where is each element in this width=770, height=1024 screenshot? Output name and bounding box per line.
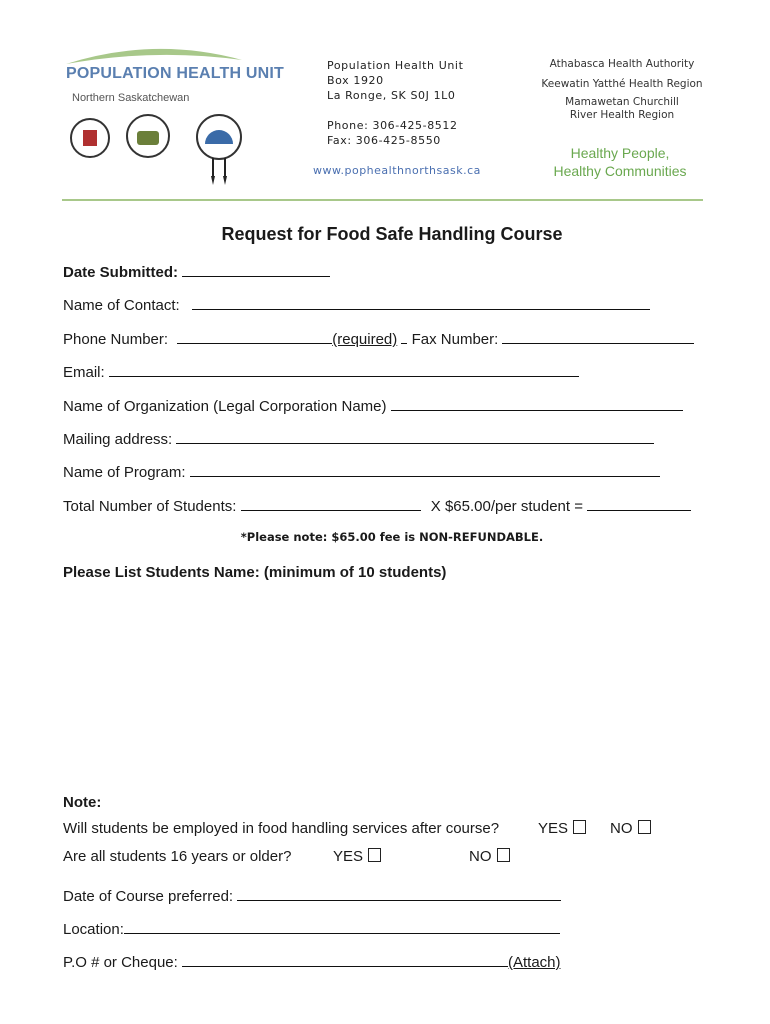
list-students-heading: Please List Students Name: (minimum of 10 students) bbox=[63, 564, 447, 581]
organization-row bbox=[63, 396, 683, 415]
feather-icon bbox=[207, 158, 231, 186]
slogan-line-1: Healthy People, bbox=[570, 145, 670, 161]
organization-label: Name of Organization (Legal Corporation Name) bbox=[63, 398, 387, 415]
date-preferred-field[interactable] bbox=[237, 886, 561, 901]
total-fee-field[interactable] bbox=[587, 496, 691, 511]
fax-field[interactable] bbox=[502, 329, 694, 344]
address-line-3: La Ronge, SK S0J 1L0 bbox=[327, 89, 456, 102]
po-cheque-field[interactable] bbox=[182, 952, 508, 967]
age-question: Are all students 16 years or older? bbox=[63, 848, 292, 865]
age-no bbox=[469, 848, 510, 865]
fee-text: X $65.00/per student = bbox=[430, 498, 583, 515]
phone-row bbox=[63, 329, 694, 348]
keewatin-seal-icon bbox=[126, 114, 170, 158]
contact-label: Name of Contact: bbox=[63, 297, 180, 314]
total-students-label: Total Number of Students: bbox=[63, 498, 237, 515]
logo-title: POPULATION HEALTH UNIT bbox=[66, 65, 285, 82]
contact-row bbox=[63, 295, 650, 314]
employed-question-row bbox=[63, 820, 499, 837]
employed-yes-checkbox[interactable] bbox=[573, 820, 586, 834]
program-field[interactable] bbox=[190, 462, 660, 477]
employed-no-label: NO bbox=[610, 820, 633, 837]
students-total-row bbox=[63, 496, 691, 515]
phone-text: Phone: 306-425-8512 bbox=[327, 119, 458, 132]
contact-field[interactable] bbox=[192, 295, 650, 310]
mailing-label: Mailing address: bbox=[63, 431, 173, 448]
date-preferred-label: Date of Course preferred: bbox=[63, 888, 234, 905]
employed-no-checkbox[interactable] bbox=[638, 820, 651, 834]
employed-no bbox=[610, 820, 651, 837]
fee-note: *Please note: $65.00 fee is NON-REFUNDABLE. bbox=[240, 530, 544, 544]
date-preferred-row bbox=[63, 886, 561, 905]
age-yes-checkbox[interactable] bbox=[368, 848, 381, 862]
website-link[interactable]: www.pophealthnorthsask.ca bbox=[313, 164, 481, 177]
address-line-1: Population Health Unit bbox=[327, 59, 464, 72]
email-label: Email: bbox=[63, 364, 105, 381]
employed-yes bbox=[538, 820, 586, 837]
fax-label: Fax Number: bbox=[411, 331, 499, 348]
mamawetan-seal-icon bbox=[196, 114, 242, 160]
slogan-line-2: Healthy Communities bbox=[553, 163, 687, 179]
header-divider bbox=[62, 199, 703, 201]
location-row bbox=[63, 919, 560, 938]
address-block bbox=[327, 58, 464, 148]
athabasca-seal-icon bbox=[70, 118, 110, 158]
fax-text: Fax: 306-425-8550 bbox=[327, 134, 441, 147]
location-label: Location: bbox=[63, 921, 124, 938]
phone-field[interactable] bbox=[177, 329, 332, 344]
program-label: Name of Program: bbox=[63, 464, 186, 481]
form-title: Request for Food Safe Handling Course bbox=[221, 224, 563, 244]
employed-question: Will students be employed in food handling services after course? bbox=[63, 820, 500, 837]
employed-yes-label: YES bbox=[538, 820, 569, 837]
slogan bbox=[540, 144, 700, 180]
date-submitted-field[interactable] bbox=[182, 262, 330, 277]
logo-swoosh bbox=[64, 44, 244, 66]
age-yes bbox=[333, 848, 381, 865]
address-line-2: Box 1920 bbox=[327, 74, 384, 87]
attach-note: (Attach) bbox=[507, 954, 561, 971]
phone-label: Phone Number: bbox=[63, 331, 169, 348]
mailing-field[interactable] bbox=[176, 429, 654, 444]
date-submitted-label: Date Submitted: bbox=[63, 264, 179, 281]
age-no-label: NO bbox=[469, 848, 492, 865]
email-row bbox=[63, 362, 579, 381]
po-cheque-label: P.O # or Cheque: bbox=[63, 954, 178, 971]
note-heading: Note: bbox=[63, 794, 102, 811]
email-field[interactable] bbox=[109, 362, 579, 377]
organization-field[interactable] bbox=[391, 396, 683, 411]
logo-subtitle: Northern Saskatchewan bbox=[72, 92, 190, 104]
authority-2: Keewatin Yatthé Health Region bbox=[541, 78, 703, 90]
program-row bbox=[63, 462, 660, 481]
total-students-field[interactable] bbox=[241, 496, 421, 511]
authority-3: Mamawetan Churchill River Health Region bbox=[565, 96, 679, 121]
age-no-checkbox[interactable] bbox=[497, 848, 510, 862]
age-question-row bbox=[63, 848, 291, 865]
date-submitted-row bbox=[63, 262, 330, 281]
authority-1: Athabasca Health Authority bbox=[549, 58, 695, 70]
location-field[interactable] bbox=[124, 919, 560, 934]
age-yes-label: YES bbox=[333, 848, 364, 865]
mailing-row bbox=[63, 429, 654, 448]
po-cheque-row bbox=[63, 952, 561, 971]
required-note: (required) bbox=[332, 331, 398, 348]
